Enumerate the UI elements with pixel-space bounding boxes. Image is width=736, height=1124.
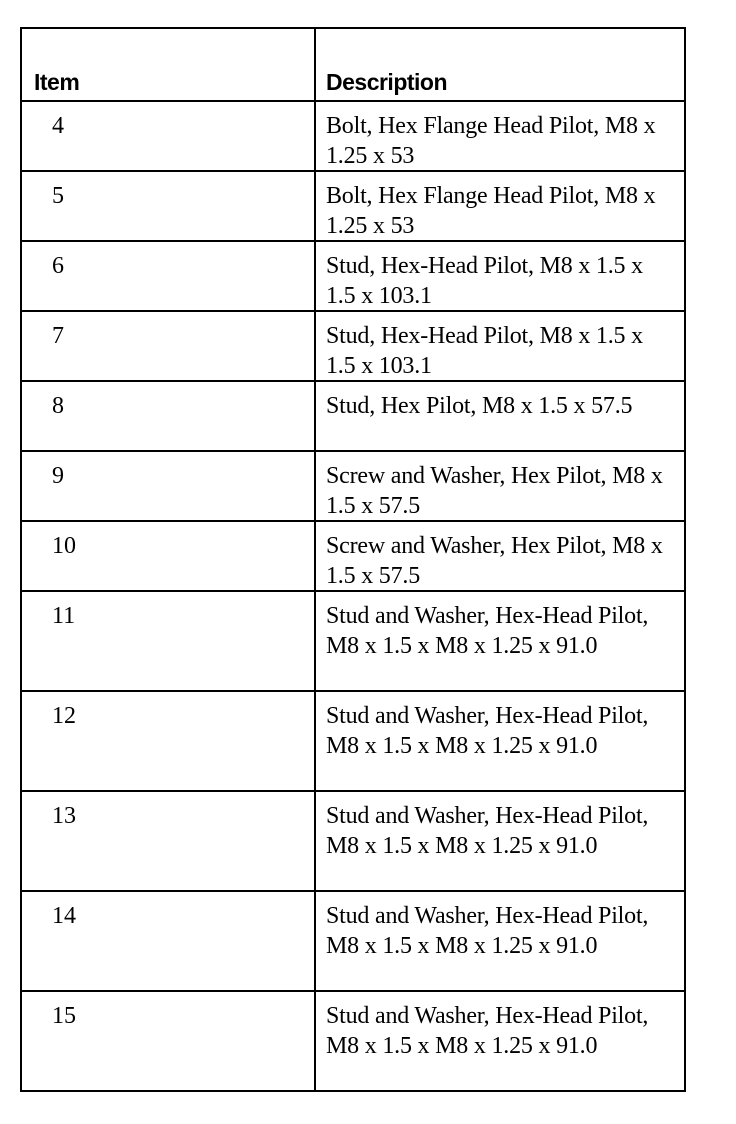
item-description: Stud, Hex Pilot, M8 x 1.5 x 57.5 <box>326 393 633 419</box>
item-description: Bolt, Hex Flange Head Pilot, M8 x 1.25 x 53 <box>326 113 656 169</box>
item-description: Screw and Washer, Hex Pilot, M8 x 1.5 x 57.5 <box>326 463 663 519</box>
item-number: 10 <box>22 522 316 590</box>
item-number: 11 <box>22 592 316 690</box>
item-description: Stud and Washer, Hex-Head Pilot, M8 x 1.5 x M8 x 1.25 x 91.0 <box>326 803 649 859</box>
table-row <box>22 790 684 890</box>
table-row <box>22 690 684 790</box>
item-number: 9 <box>22 452 316 520</box>
table-row <box>22 170 684 240</box>
item-number: 4 <box>22 102 316 170</box>
item-description: Bolt, Hex Flange Head Pilot, M8 x 1.25 x 53 <box>326 183 656 239</box>
table-row <box>22 990 684 1090</box>
item-description: Stud and Washer, Hex-Head Pilot, M8 x 1.5 x M8 x 1.25 x 91.0 <box>326 903 649 959</box>
item-number: 15 <box>22 992 316 1090</box>
table-row <box>22 590 684 690</box>
item-description: Stud and Washer, Hex-Head Pilot, M8 x 1.5 x M8 x 1.25 x 91.0 <box>326 703 649 759</box>
item-number: 12 <box>22 692 316 790</box>
parts-table <box>20 27 686 1092</box>
item-number: 14 <box>22 892 316 990</box>
item-description: Stud, Hex-Head Pilot, M8 x 1.5 x 1.5 x 103.1 <box>326 323 643 379</box>
item-description: Stud and Washer, Hex-Head Pilot, M8 x 1.5 x M8 x 1.25 x 91.0 <box>326 1003 649 1059</box>
table-row <box>22 310 684 380</box>
description-column-header: Description <box>326 69 448 95</box>
item-number: 8 <box>22 382 316 450</box>
item-column-header: Item <box>22 29 316 100</box>
item-number: 13 <box>22 792 316 890</box>
item-number: 5 <box>22 172 316 240</box>
item-description: Stud, Hex-Head Pilot, M8 x 1.5 x 1.5 x 103.1 <box>326 253 643 309</box>
table-row <box>22 380 684 450</box>
table-row <box>22 100 684 170</box>
item-number: 6 <box>22 242 316 310</box>
table-header-row <box>22 29 684 100</box>
table-row <box>22 890 684 990</box>
item-number: 7 <box>22 312 316 380</box>
table-row <box>22 240 684 310</box>
table-row <box>22 450 684 520</box>
item-description: Stud and Washer, Hex-Head Pilot, M8 x 1.5 x M8 x 1.25 x 91.0 <box>326 603 649 659</box>
item-description: Screw and Washer, Hex Pilot, M8 x 1.5 x 57.5 <box>326 533 663 589</box>
table-row <box>22 520 684 590</box>
